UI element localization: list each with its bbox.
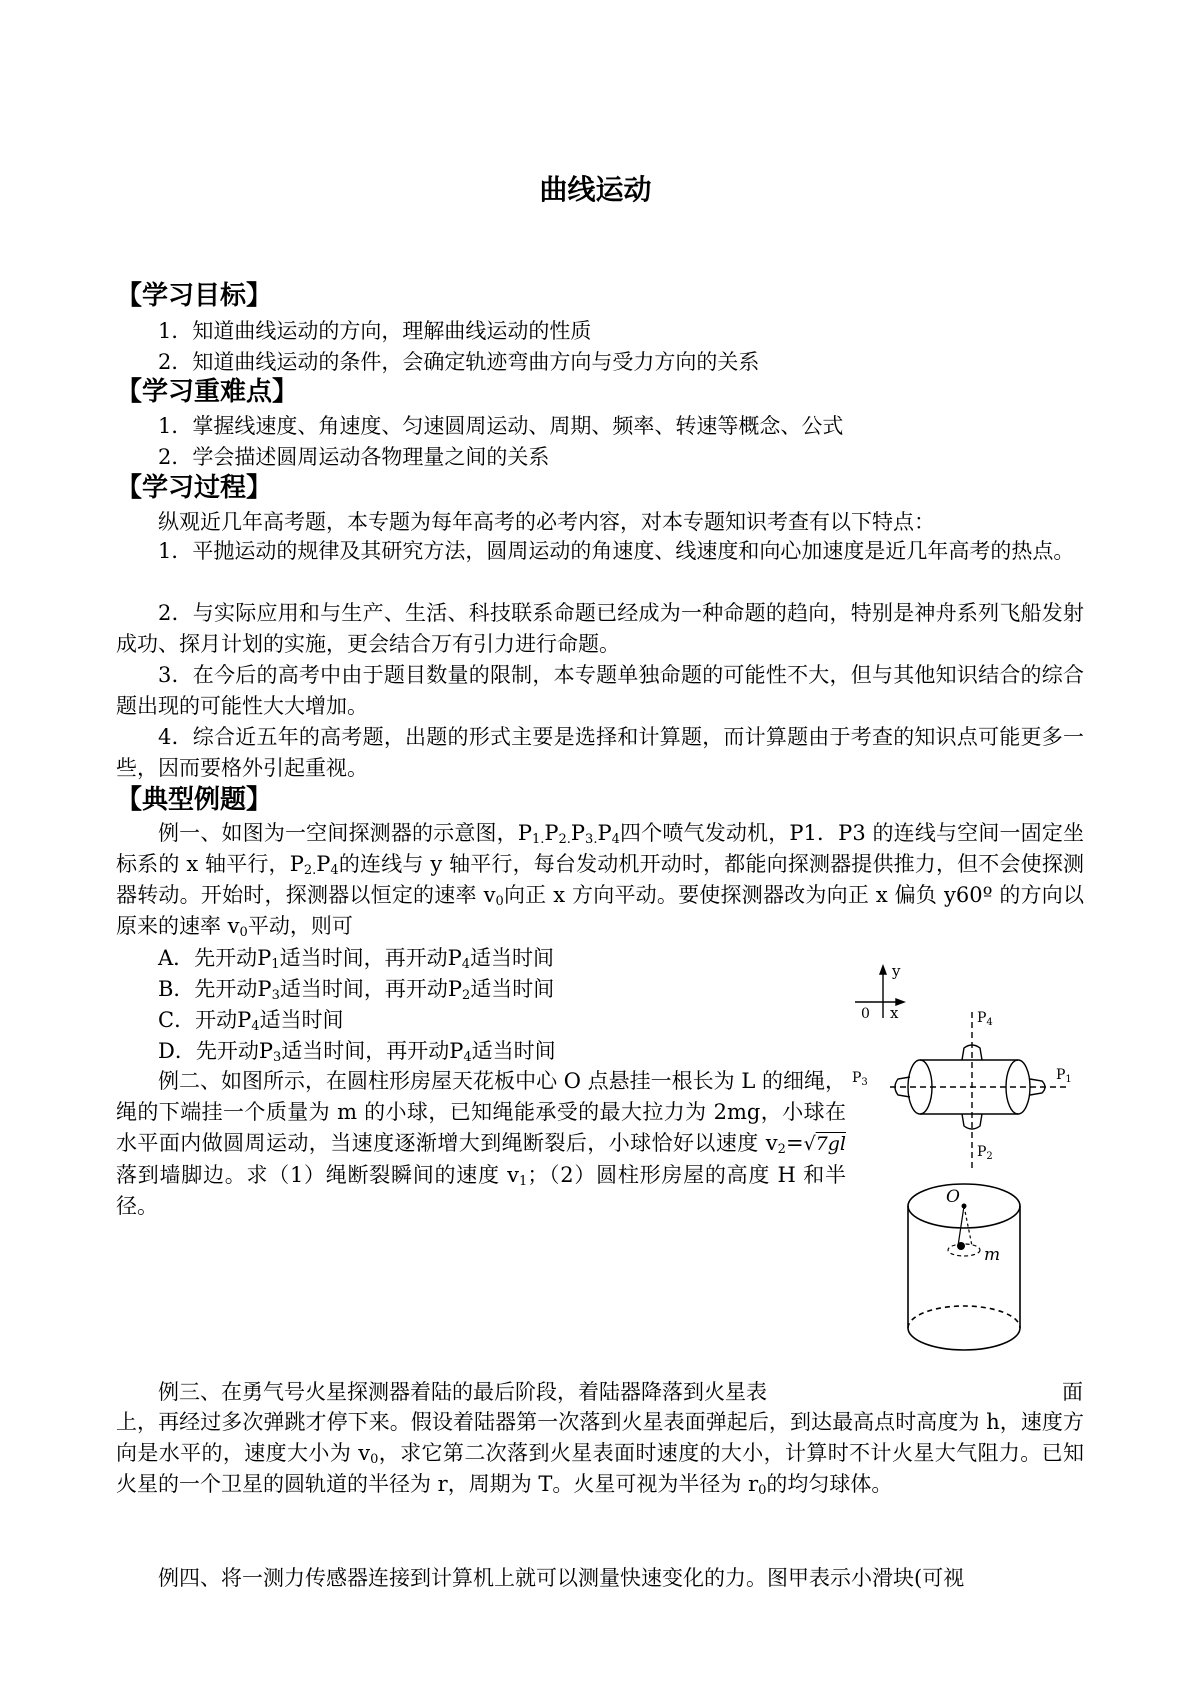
example4-text: 例四、将一测力传感器连接到计算机上就可以测量快速变化的力。图甲表示小滑块(可视	[158, 1566, 965, 1590]
axis-y-arrow	[880, 966, 886, 974]
option-a: A．先开动$P_1$适当时间，再开动$P_4$适当时间	[158, 946, 554, 972]
process-point: 3．在今后的高考中由于题目数量的限制，本专题单独命题的可能性不大，但与其他知识结合的综合题出现的可能性大大增加。	[116, 663, 1084, 718]
option-c: C．开动$P_4$适当时间	[158, 1008, 344, 1034]
goals-heading: 【学习目标】	[116, 281, 273, 311]
sqrt-expression: √7gl	[803, 1133, 846, 1155]
probe-figure	[850, 960, 1080, 1168]
origin-label: 0	[861, 1006, 870, 1022]
ball	[957, 1242, 965, 1250]
key-points-heading: 【学习重难点】	[116, 377, 299, 407]
example3-first-line: 例三、在勇气号火星探测器着陆的最后阶段，着陆器降落到火星表	[158, 1380, 767, 1404]
axis-y-label: y	[892, 962, 901, 980]
mass-m-label: m	[984, 1245, 1001, 1265]
key-point-item: 1．掌握线速度、角速度、匀速圆周运动、周期、频率、转速等概念、公式	[158, 414, 844, 438]
goal-item: 2．知道曲线运动的条件，会确定轨迹弯曲方向与受力方向的关系	[158, 350, 760, 374]
suspension-point	[962, 1204, 967, 1209]
option-b: B．先开动$P_3$适当时间，再开动$P_2$适当时间	[158, 977, 555, 1003]
key-point-item: 2．学会描述圆周运动各物理量之间的关系	[158, 445, 550, 469]
example1-stem: 例一、如图为一空间探测器的示意图，$P_{1.}P_{2.}P_{3.}P_4$四个喷气发动机，P1．P3 的连线与空间一固定坐标系的 x 轴平行，$P_{2.}P_4$的连线与 y 轴平行，每台发动机开动时，都能向探测器提供推力，但不会使探测器转动。开始时，探测器以恒定的速率 $v_0$向正 x 方向平动。要使探测器改为向正 x 偏负 y60º 的方向以原来的速率 $v_0$平动，则可	[116, 821, 1085, 940]
axis-x-label: x	[890, 1004, 899, 1022]
goal-item: 1．知道曲线运动的方向，理解曲线运动的性质	[158, 319, 592, 343]
p2-label: $P_2$	[977, 1144, 993, 1162]
process-point: 1．平抛运动的规律及其研究方法，圆周运动的角速度、线速度和向心加速度是近几年高考的热点。	[158, 539, 1075, 563]
process-intro: 纵观近几年高考题，本专题为每年高考的必考内容，对本专题知识考查有以下特点：	[158, 510, 935, 534]
point-o-label: O	[946, 1187, 960, 1207]
p1-label: $P_1$	[1056, 1067, 1072, 1085]
process-point: 2．与实际应用和与生产、生活、科技联系命题已经成为一种命题的趋向，特别是神舟系列飞船发射成功、探月计划的实施，更会结合万有引力进行命题。	[116, 601, 1084, 656]
probe-right-end	[1006, 1060, 1030, 1114]
example2-text: 例二、如图所示，在圆柱形房屋天花板中心 O 点悬挂一根长为 L 的细绳，绳的下端挂一个质量为 m 的小球，已知绳能承受的最大拉力为 2mg，小球在水平面内做圆周运动，当速度逐渐增大到绳断裂后，小球恰好以速度 $v_2=√7gl$ 落到墙脚边。求（1）绳断裂瞬间的速度 $v_1$；（2）圆柱形房屋的高度 H 和半径。	[116, 1069, 846, 1218]
process-point: 4．综合近五年的高考题，出题的形式主要是选择和计算题，而计算题由于考查的知识点可能更多一些，因而要格外引起重视。	[116, 725, 1084, 780]
examples-heading: 【典型例题】	[116, 785, 273, 815]
option-d: D．先开动$P_3$适当时间，再开动$P_4$适当时间	[158, 1039, 556, 1065]
p4-label: $P_4$	[977, 1010, 993, 1028]
p3-label: $P_3$	[852, 1070, 868, 1088]
process-heading: 【学习过程】	[116, 473, 273, 503]
house-figure	[900, 1180, 1030, 1356]
example3-first-line-end: 面	[1062, 1380, 1083, 1404]
example3-text: 上，再经过多次弹跳才停下来。假设着陆器第一次落到火星表面弹起后，到达最高点时高度为 h，速度方向是水平的，速度大小为 $v_0$，求它第二次落到火星表面时速度的大小，计算时不计火星大气阻力。已知火星的一个卫星的圆轨道的半径为 r，周期为 T。火星可视为半径为 $r_0$的均匀球体。	[116, 1410, 1084, 1498]
cylinder-bottom-arc	[908, 1328, 1020, 1350]
page-title: 曲线运动	[539, 173, 652, 206]
cylinder-bottom-hidden-arc	[908, 1306, 1020, 1328]
rope-line-left	[958, 1206, 964, 1246]
rope-line-right	[964, 1206, 972, 1246]
